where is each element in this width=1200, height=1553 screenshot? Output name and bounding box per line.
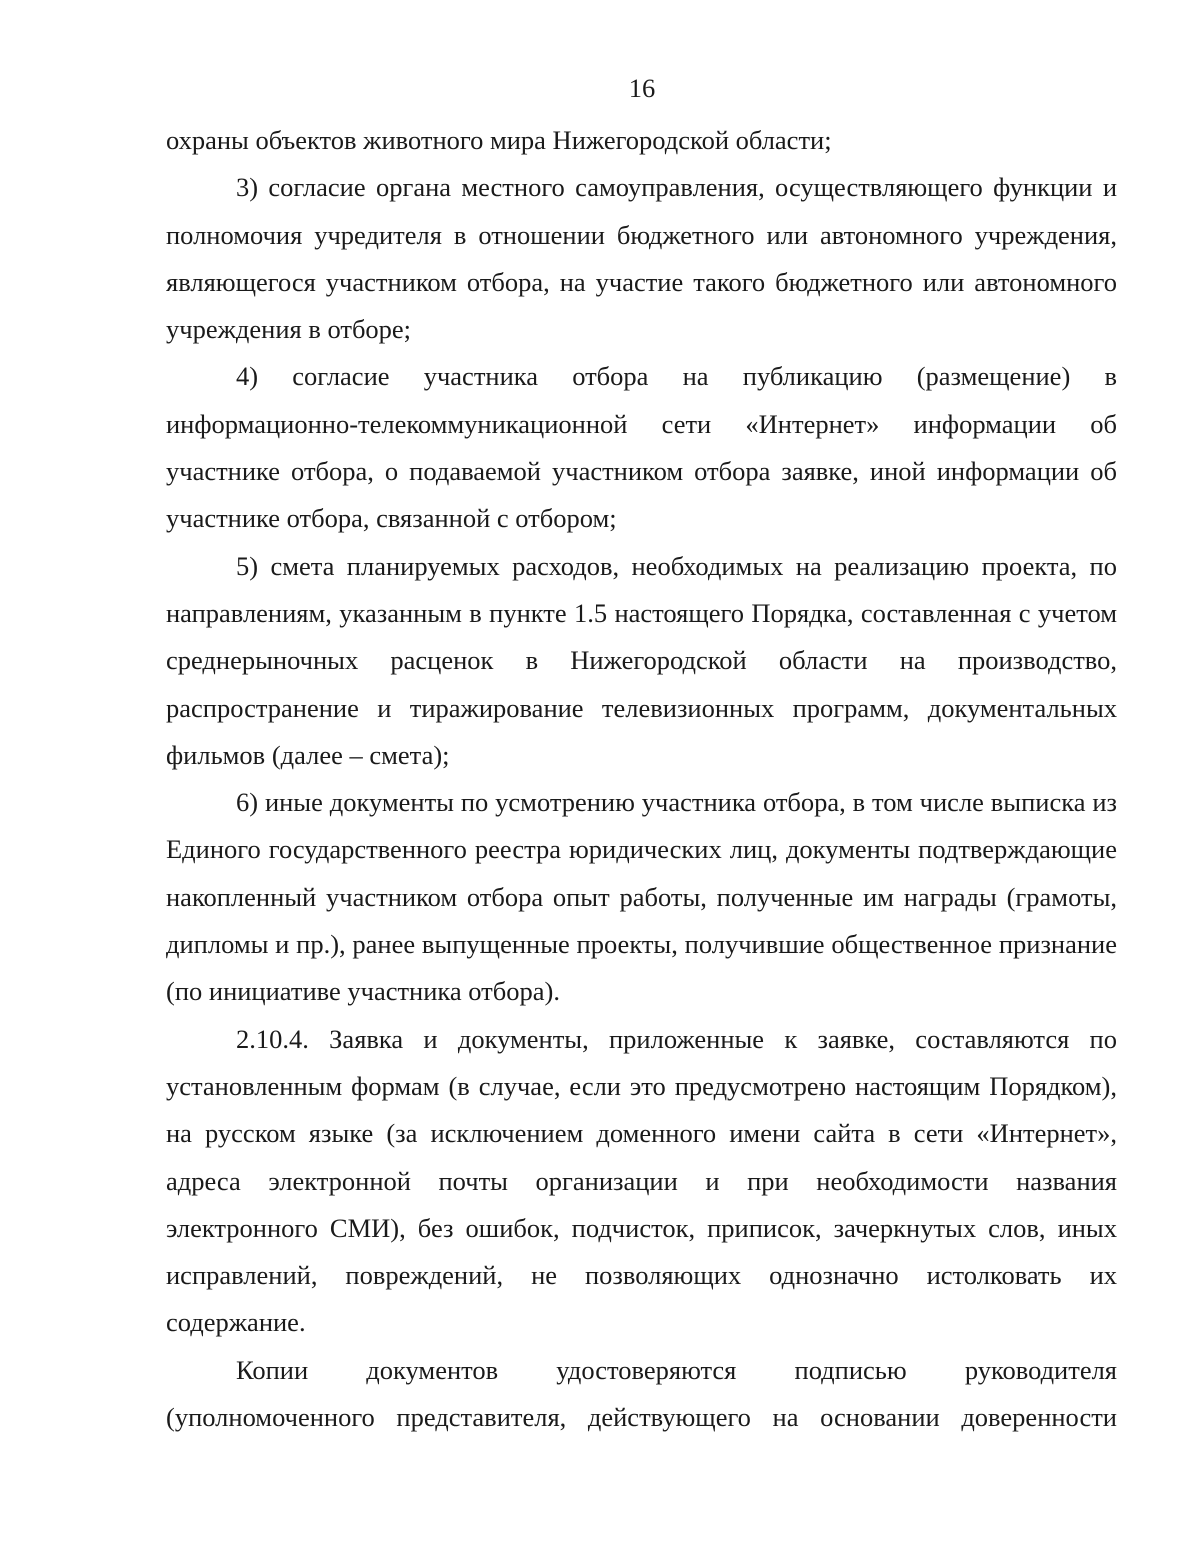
paragraph-7: Копии документов удостоверяются подписью руководителя (уполномоченного представителя, действующего на основании доверенности — [166, 1354, 1117, 1433]
paragraph-3: 4) согласие участника отбора на публикацию (размещение) в информационно-телекоммуникационной сети «Интернет» информации об участнике отбора, о подаваемой участником отбора заявке, иной информации об участнике отбора, связанной с отбором; — [166, 361, 1117, 534]
document-body — [166, 117, 1117, 1441]
paragraph-6: 2.10.4. Заявка и документы, приложенные к заявке, составляются по установленным формам (в случае, если это предусмотрено настоящим Порядком), на русском языке (за исключением доменного имени сайта в сети «Интернет», адреса электронной почты организации и при необходимости названия электронного СМИ), без ошибок, подчисток, приписок, зачеркнутых слов, иных исправлений, повреждений, не позволяющих однозначно истолковать их содержание. — [166, 1023, 1117, 1338]
page-number: 16 — [628, 73, 656, 103]
paragraph-4: 5) смета планируемых расходов, необходимых на реализацию проекта, по направлениям, указанным в пункте 1.5 настоящего Порядка, составленная с учетом среднерыночных расценок в Нижегородской области на производство, распространение и тиражирование телевизионных программ, документальных фильмов (далее – смета); — [166, 550, 1117, 770]
paragraph-5: 6) иные документы по усмотрению участника отбора, в том числе выписка из Единого государственного реестра юридических лиц, документы подтверждающие накопленный участником отбора опыт работы, полученные им награды (грамоты, дипломы и пр.), ранее выпущенные проекты, получившие общественное признание (по инициативе участника отбора). — [166, 787, 1117, 1007]
paragraph-2: 3) согласие органа местного самоуправления, осуществляющего функции и полномочия учредителя в отношении бюджетного или автономного учреждения, являющегося участником отбора, на участие такого бюджетного или автономного учреждения в отборе; — [166, 172, 1117, 345]
paragraph-1: охраны объектов животного мира Нижегородской области; — [166, 125, 832, 155]
